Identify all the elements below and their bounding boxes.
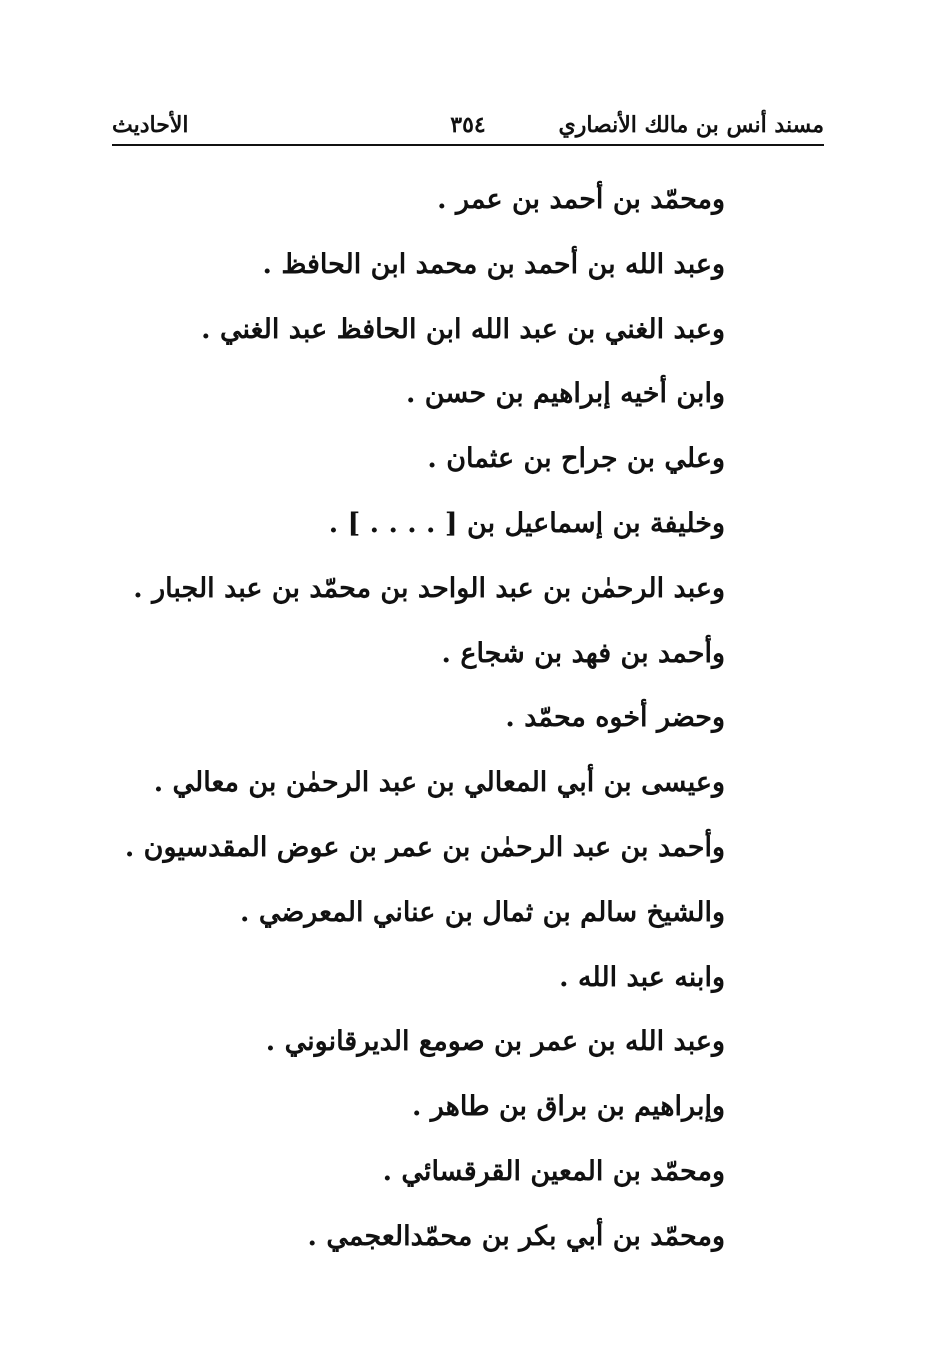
text-line: وعلي بن جراح بن عثمان .: [427, 443, 725, 475]
text-line: وإبراهيم بن براق بن طاهر .: [411, 1091, 725, 1123]
text-lines: [124, 168, 725, 1270]
page-number: ٣٥٤: [450, 112, 486, 138]
text-line: وعيسى بن أبي المعالي بن عبد الرحمٰن بن معالي .: [153, 767, 725, 799]
text-line: وعبد الله بن عمر بن صومع الديرقانوني .: [265, 1026, 725, 1058]
text-line: وابن أخيه إبراهيم بن حسن .: [406, 378, 725, 410]
text-line: وعبد الغني بن عبد الله ابن الحافظ عبد الغني .: [201, 313, 725, 345]
text-line: ومحمّد بن أحمد بن عمر .: [437, 184, 725, 215]
book-title: مسند أنس بن مالك الأنصاري: [558, 112, 824, 138]
running-header: [112, 108, 824, 144]
text-line: والشيخ سالم بن ثمال بن عناني المعرضي .: [240, 896, 725, 928]
text-line: وعبد الرحمٰن بن عبد الواحد بن محمّد بن عبد الجبار .: [133, 572, 725, 604]
text-line: ومحمّد بن المعين القرقسائي .: [382, 1155, 725, 1187]
text-line: وخليفة بن إسماعيل بن [ . . . . ] .: [328, 507, 725, 539]
header-rule: [112, 144, 824, 146]
text-line: وحضر أخوه محمّد .: [505, 702, 725, 734]
text-line: وأحمد بن فهد بن شجاع .: [441, 637, 725, 669]
text-line: وأحمد بن عبد الرحمٰن بن عمر بن عوض المقدسيون .: [124, 831, 725, 863]
text-line: ومحمّد بن أبي بكر بن محمّدالعجمي .: [307, 1220, 725, 1252]
text-line: وعبد الله بن أحمد بن محمد ابن الحافظ .: [262, 248, 725, 280]
text-line: وابنه عبد الله .: [559, 961, 725, 993]
section-title: الأحاديث: [112, 112, 189, 138]
